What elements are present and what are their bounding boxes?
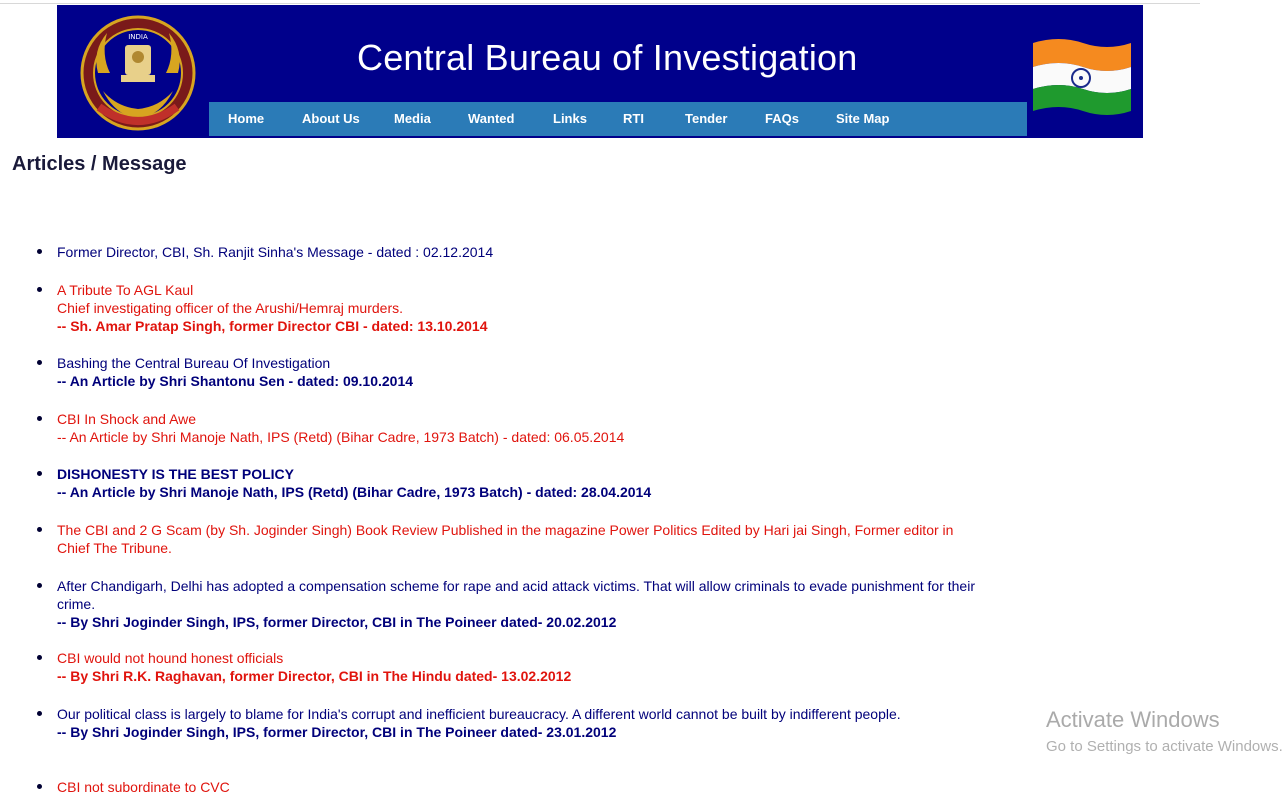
windows-activation-hint: Go to Settings to activate Windows.: [1046, 738, 1283, 755]
article-link[interactable]: CBI In Shock and Awe: [57, 411, 197, 427]
bullet-icon: [37, 784, 42, 789]
bullet-icon: [37, 287, 42, 292]
site-title: Central Bureau of Investigation: [357, 37, 858, 78]
article-link[interactable]: Our political class is largely to blame for India's corrupt and inefficient bureaucracy. A different world cannot be built by indifferent people.: [57, 706, 901, 722]
nav-faqs[interactable]: FAQs: [765, 111, 799, 126]
bullet-icon: [37, 655, 42, 660]
article-link[interactable]: CBI would not hound honest officials: [57, 650, 284, 666]
page-title: Articles / Message: [12, 153, 187, 175]
article-subtitle: Chief investigating officer of the Arushi/Hemraj murders.: [57, 300, 404, 316]
nav-tender[interactable]: Tender: [685, 111, 728, 126]
article-byline: -- An Article by Shri Manoje Nath, IPS (Retd) (Bihar Cadre, 1973 Batch) - dated: 06.05.2014: [57, 429, 625, 445]
article-link[interactable]: Bashing the Central Bureau Of Investigation: [57, 355, 331, 371]
nav-about-us[interactable]: About Us: [302, 111, 360, 126]
article-link[interactable]: The CBI and 2 G Scam (by Sh. Joginder Singh) Book Review Published in the magazine Power Politics Edited by Hari jai Singh, Former editor in Chief The Tribune.: [57, 522, 954, 556]
nav-media[interactable]: Media: [394, 111, 431, 126]
article-byline: -- By Shri R.K. Raghavan, former Director, CBI in The Hindu dated- 13.02.2012: [57, 668, 572, 684]
nav-links[interactable]: Links: [553, 111, 587, 126]
bullet-icon: [37, 360, 42, 365]
article-byline: -- By Shri Joginder Singh, IPS, former Director, CBI in The Poineer dated- 20.02.2012: [57, 614, 617, 630]
bullet-icon: [37, 471, 42, 476]
svg-text:INDIA: INDIA: [128, 33, 148, 41]
article-byline: -- An Article by Shri Manoje Nath, IPS (Retd) (Bihar Cadre, 1973 Batch) - dated: 28.04.2014: [57, 484, 652, 500]
nav-rti[interactable]: RTI: [623, 111, 644, 126]
bullet-icon: [37, 416, 42, 421]
article-byline: -- An Article by Shri Shantonu Sen - dated: 09.10.2014: [57, 373, 414, 389]
article-link[interactable]: A Tribute To AGL Kaul: [57, 282, 194, 298]
nav-wanted[interactable]: Wanted: [468, 111, 515, 126]
nav-site-map[interactable]: Site Map: [836, 111, 890, 126]
article-link[interactable]: DISHONESTY IS THE BEST POLICY: [57, 466, 295, 482]
bullet-icon: [37, 711, 42, 716]
article-link[interactable]: CBI not subordinate to CVC: [57, 779, 230, 795]
india-flag-icon: [1029, 33, 1135, 115]
article-link[interactable]: After Chandigarh, Delhi has adopted a compensation scheme for rape and acid attack victims. That will allow criminals to evade punishment for their crime.: [57, 578, 975, 612]
article-byline: -- Sh. Amar Pratap Singh, former Director CBI - dated: 13.10.2014: [57, 318, 488, 334]
windows-activation-title: Activate Windows: [1046, 707, 1220, 732]
article-link[interactable]: Former Director, CBI, Sh. Ranjit Sinha's Message - dated : 02.12.2014: [57, 244, 494, 260]
bullet-icon: [37, 249, 42, 254]
nav-home[interactable]: Home: [228, 111, 265, 126]
bullet-icon: [37, 527, 42, 532]
bullet-icon: [37, 583, 42, 588]
article-byline: -- By Shri Joginder Singh, IPS, former Director, CBI in The Poineer dated- 23.01.2012: [57, 724, 617, 740]
